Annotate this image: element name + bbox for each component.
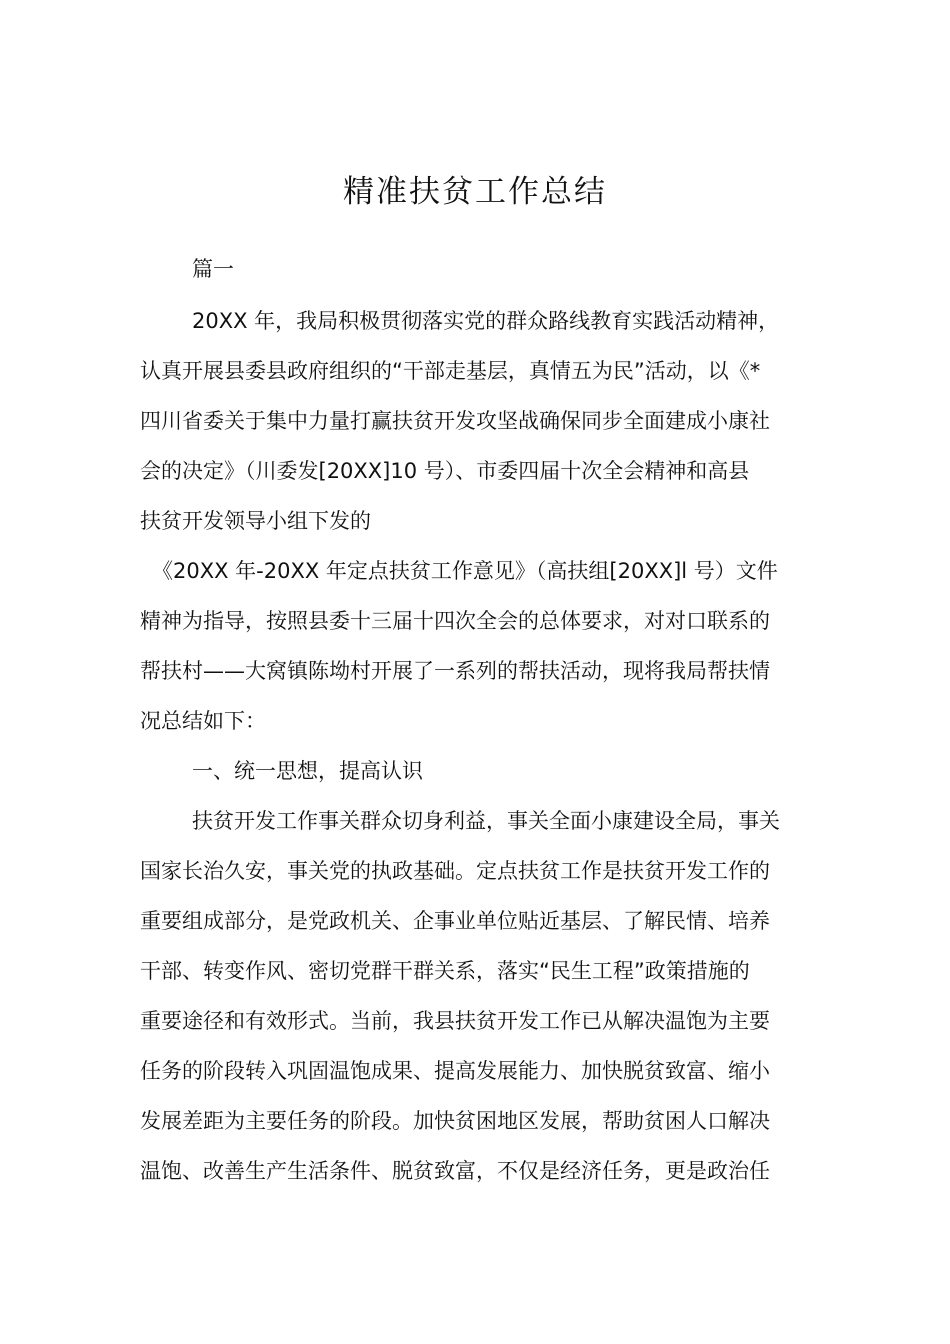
intro-line-9: 况总结如下： bbox=[140, 709, 266, 733]
intro-line-4: 会的决定》（川委发[20XX]10 号）、市委四届十次全会精神和高县 bbox=[140, 459, 750, 483]
document-title: 精准扶贫工作总结 bbox=[343, 174, 607, 210]
section-label: 篇一 bbox=[192, 257, 234, 281]
intro-line-8: 帮扶村——大窝镇陈坳村开展了一系列的帮扶活动，现将我局帮扶情 bbox=[140, 659, 770, 683]
intro-line-2: 认真开展县委县政府组织的“干部走基层，真情五为民”活动，以《* bbox=[140, 359, 761, 383]
body-line-3: 重要组成部分，是党政机关、企事业单位贴近基层、了解民情、培养 bbox=[140, 909, 770, 933]
intro-line-1: 20XX 年，我局积极贯彻落实党的群众路线教育实践活动精神， bbox=[192, 309, 780, 333]
body-line-7: 发展差距为主要任务的阶段。加快贫困地区发展，帮助贫困人口解决 bbox=[140, 1109, 770, 1133]
body-line-8: 温饱、改善生产生活条件、脱贫致富，不仅是经济任务，更是政治任 bbox=[140, 1159, 770, 1183]
body-line-1: 扶贫开发工作事关群众切身利益，事关全面小康建设全局，事关 bbox=[192, 809, 780, 833]
intro-line-5: 扶贫开发领导小组下发的 bbox=[140, 509, 371, 533]
body-line-4: 干部、转变作风、密切党群干群关系，落实“民生工程”政策措施的 bbox=[140, 959, 750, 983]
body-line-2: 国家长治久安，事关党的执政基础。定点扶贫工作是扶贫开发工作的 bbox=[140, 859, 770, 883]
intro-line-3: 四川省委关于集中力量打赢扶贫开发攻坚战确保同步全面建成小康社 bbox=[140, 409, 770, 433]
section-heading: 一、统一思想，提高认识 bbox=[192, 759, 423, 783]
body-line-6: 任务的阶段转入巩固温饱成果、提高发展能力、加快脱贫致富、缩小 bbox=[140, 1059, 770, 1083]
intro-line-7: 精神为指导，按照县委十三届十四次全会的总体要求，对对口联系的 bbox=[140, 609, 770, 633]
body-line-5: 重要途径和有效形式。当前，我县扶贫开发工作已从解决温饱为主要 bbox=[140, 1009, 770, 1033]
intro-line-6: 《20XX 年-20XX 年定点扶贫工作意见》（高扶组[20XX]l 号）文件 bbox=[152, 559, 778, 583]
